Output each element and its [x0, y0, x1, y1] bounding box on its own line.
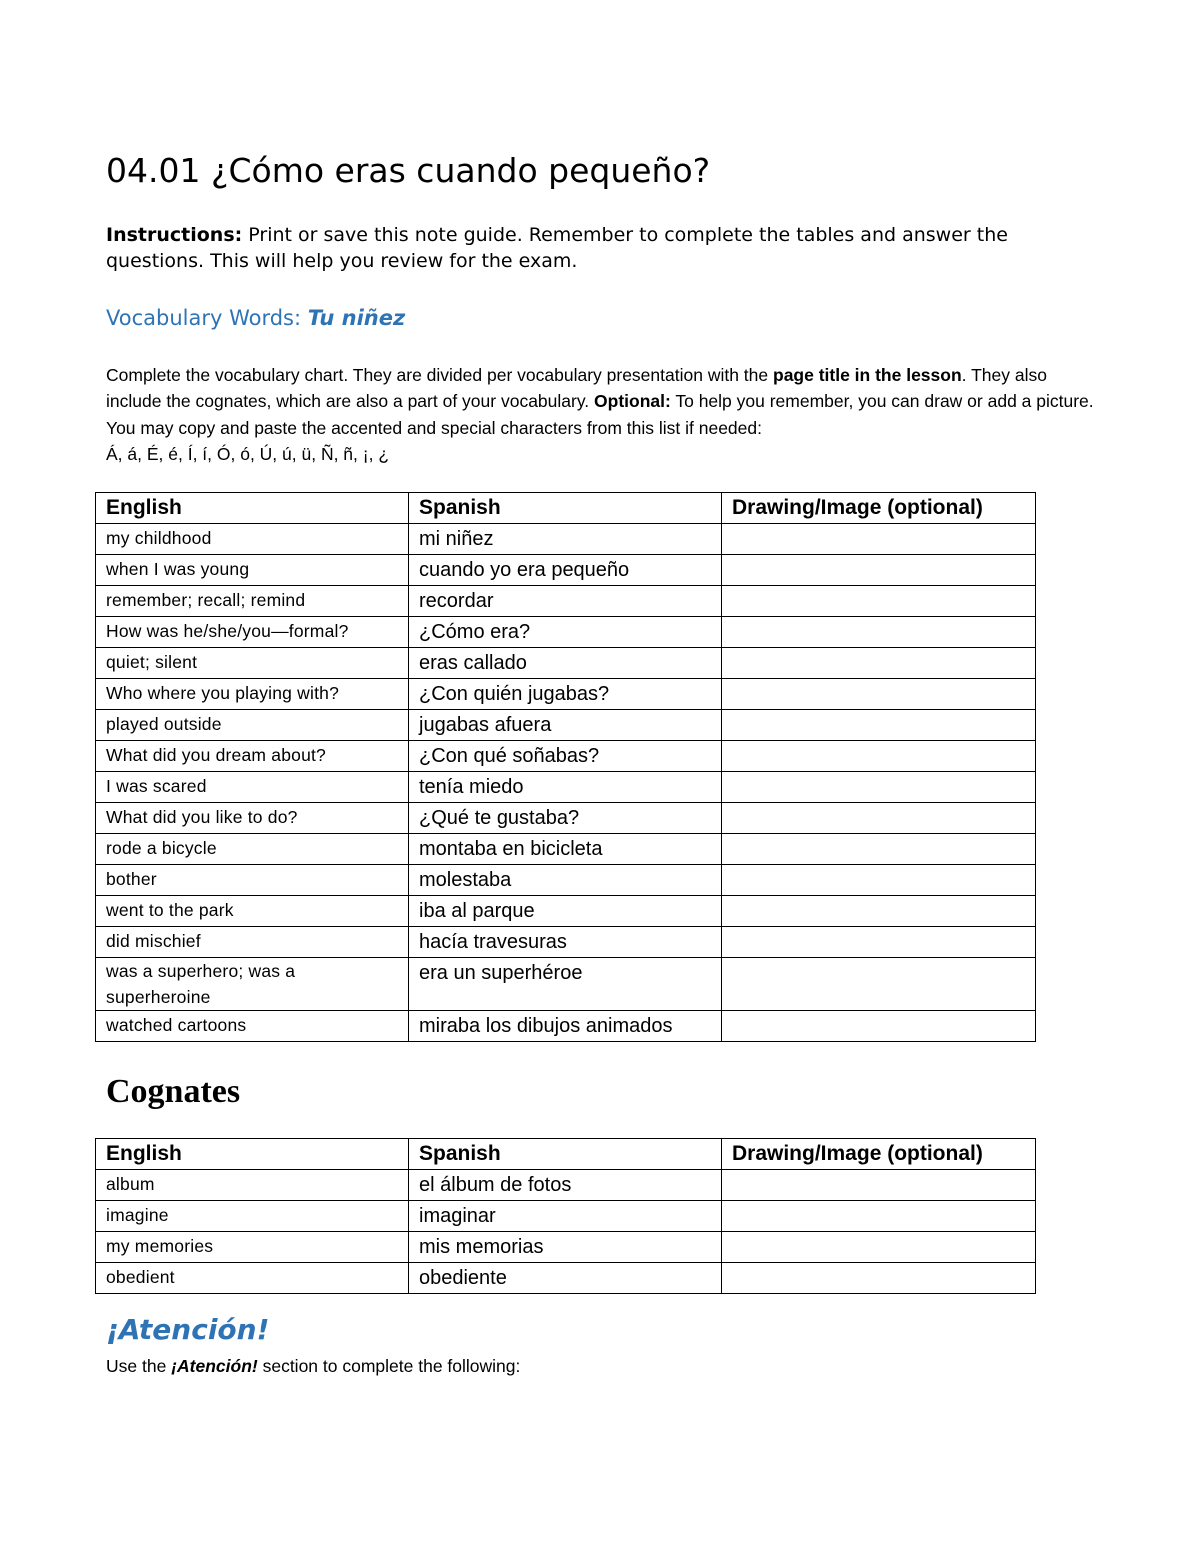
table-row [96, 648, 1036, 679]
spanish-cell: tenía miedo [409, 772, 722, 803]
column-header-drawing: Drawing/Image (optional) [722, 493, 1036, 524]
chart-intro-bold-page-title: page title in the lesson [773, 365, 962, 385]
table-row [96, 803, 1036, 834]
english-cell: was a superhero; was a superheroine [96, 958, 409, 1011]
cognates-table [95, 1138, 1036, 1294]
vocabulary-heading [106, 302, 405, 334]
spanish-cell: molestaba [409, 865, 722, 896]
table-row [96, 1170, 1036, 1201]
english-cell: How was he/she/you—formal? [96, 617, 409, 648]
drawing-cell[interactable] [722, 741, 1036, 772]
table-row [96, 679, 1036, 710]
column-header-drawing: Drawing/Image (optional) [722, 1139, 1036, 1170]
english-cell: my memories [96, 1232, 409, 1263]
english-cell: did mischief [96, 927, 409, 958]
drawing-cell[interactable] [722, 1263, 1036, 1294]
chart-intro-part1: Complete the vocabulary chart. They are divided per vocabulary presentation with the [106, 365, 773, 385]
english-cell: quiet; silent [96, 648, 409, 679]
table-header-row [96, 493, 1036, 524]
spanish-cell: eras callado [409, 648, 722, 679]
chart-intro-bold-optional: Optional: [594, 391, 671, 412]
spanish-cell: jugabas afuera [409, 710, 722, 741]
vocabulary-table [95, 492, 1036, 1042]
chart-intro-part3: To help you remember, you can draw or add a picture. You may copy and paste the accented and special characters from this list if needed: [106, 391, 1094, 438]
english-cell: remember; recall; remind [96, 586, 409, 617]
english-cell: when I was young [96, 555, 409, 586]
spanish-cell: ¿Cómo era? [409, 617, 722, 648]
drawing-cell[interactable] [722, 679, 1036, 710]
atencion-heading: ¡Atención! [106, 1313, 270, 1346]
table-row [96, 555, 1036, 586]
drawing-cell[interactable] [722, 1232, 1036, 1263]
english-cell: bother [96, 865, 409, 896]
document-title: 04.01 ¿Cómo eras cuando pequeño? [106, 151, 711, 190]
spanish-cell: era un superhéroe [409, 958, 722, 1011]
vocabulary-heading-prefix: Vocabulary Words: [106, 306, 308, 330]
english-cell: rode a bicycle [96, 834, 409, 865]
special-characters-list[interactable]: Á, á, É, é, Í, í, Ó, ó, Ú, ú, ü, Ñ, ñ, ¡, ¿ [106, 443, 390, 464]
table-row [96, 1201, 1036, 1232]
table-row [96, 524, 1036, 555]
english-cell: What did you dream about? [96, 741, 409, 772]
english-cell: watched cartoons [96, 1011, 409, 1042]
spanish-cell: montaba en bicicleta [409, 834, 722, 865]
table-row [96, 927, 1036, 958]
drawing-cell[interactable] [722, 927, 1036, 958]
table-row [96, 896, 1036, 927]
table-row [96, 958, 1036, 1011]
spanish-cell: cuando yo era pequeño [409, 555, 722, 586]
english-cell: went to the park [96, 896, 409, 927]
drawing-cell[interactable] [722, 772, 1036, 803]
table-row [96, 710, 1036, 741]
atencion-text-emphasis: ¡Atención! [171, 1356, 258, 1376]
drawing-cell[interactable] [722, 555, 1036, 586]
drawing-cell[interactable] [722, 648, 1036, 679]
instructions-paragraph [106, 222, 1106, 274]
atencion-instructions [106, 1352, 520, 1380]
instructions-label: Instructions: [106, 224, 243, 246]
spanish-cell: ¿Con qué soñabas? [409, 741, 722, 772]
english-cell: my childhood [96, 524, 409, 555]
english-cell: Who where you playing with? [96, 679, 409, 710]
drawing-cell[interactable] [722, 1201, 1036, 1232]
table-row [96, 586, 1036, 617]
english-cell: played outside [96, 710, 409, 741]
spanish-cell: iba al parque [409, 896, 722, 927]
drawing-cell[interactable] [722, 586, 1036, 617]
spanish-cell: hacía travesuras [409, 927, 722, 958]
drawing-cell[interactable] [722, 1170, 1036, 1201]
atencion-text-before: Use the [106, 1356, 172, 1376]
spanish-cell: el álbum de fotos [409, 1170, 722, 1201]
cognates-heading: Cognates [106, 1073, 241, 1110]
spanish-cell: imaginar [409, 1201, 722, 1232]
atencion-text-after: section to complete the following: [257, 1356, 521, 1376]
table-row [96, 1263, 1036, 1294]
table-header-row [96, 1139, 1036, 1170]
english-cell: imagine [96, 1201, 409, 1232]
spanish-cell: ¿Qué te gustaba? [409, 803, 722, 834]
column-header-spanish: Spanish [409, 1139, 722, 1170]
drawing-cell[interactable] [722, 834, 1036, 865]
drawing-cell[interactable] [722, 958, 1036, 1011]
table-row [96, 1232, 1036, 1263]
drawing-cell[interactable] [722, 896, 1036, 927]
english-cell: I was scared [96, 772, 409, 803]
chart-intro-paragraph [106, 362, 1096, 467]
chart-intro-part2: . They also include the cognates, which are also a part of your vocabulary. [106, 365, 1047, 412]
drawing-cell[interactable] [722, 803, 1036, 834]
english-cell: What did you like to do? [96, 803, 409, 834]
drawing-cell[interactable] [722, 865, 1036, 896]
table-row [96, 772, 1036, 803]
spanish-cell: recordar [409, 586, 722, 617]
column-header-spanish: Spanish [409, 493, 722, 524]
spanish-cell: mis memorias [409, 1232, 722, 1263]
drawing-cell[interactable] [722, 710, 1036, 741]
table-row [96, 865, 1036, 896]
drawing-cell[interactable] [722, 1011, 1036, 1042]
drawing-cell[interactable] [722, 524, 1036, 555]
table-row [96, 1011, 1036, 1042]
vocabulary-heading-topic: Tu niñez [307, 306, 406, 330]
spanish-cell: ¿Con quién jugabas? [409, 679, 722, 710]
table-row [96, 741, 1036, 772]
english-cell: album [96, 1170, 409, 1201]
spanish-cell: obediente [409, 1263, 722, 1294]
table-row [96, 834, 1036, 865]
column-header-english: English [96, 493, 409, 524]
spanish-cell: mi niñez [409, 524, 722, 555]
instructions-text: Print or save this note guide. Remember to complete the tables and answer the questions. This will help you review for the exam. [106, 224, 1008, 272]
spanish-cell: miraba los dibujos animados [409, 1011, 722, 1042]
english-cell: obedient [96, 1263, 409, 1294]
column-header-english: English [96, 1139, 409, 1170]
table-row [96, 617, 1036, 648]
drawing-cell[interactable] [722, 617, 1036, 648]
